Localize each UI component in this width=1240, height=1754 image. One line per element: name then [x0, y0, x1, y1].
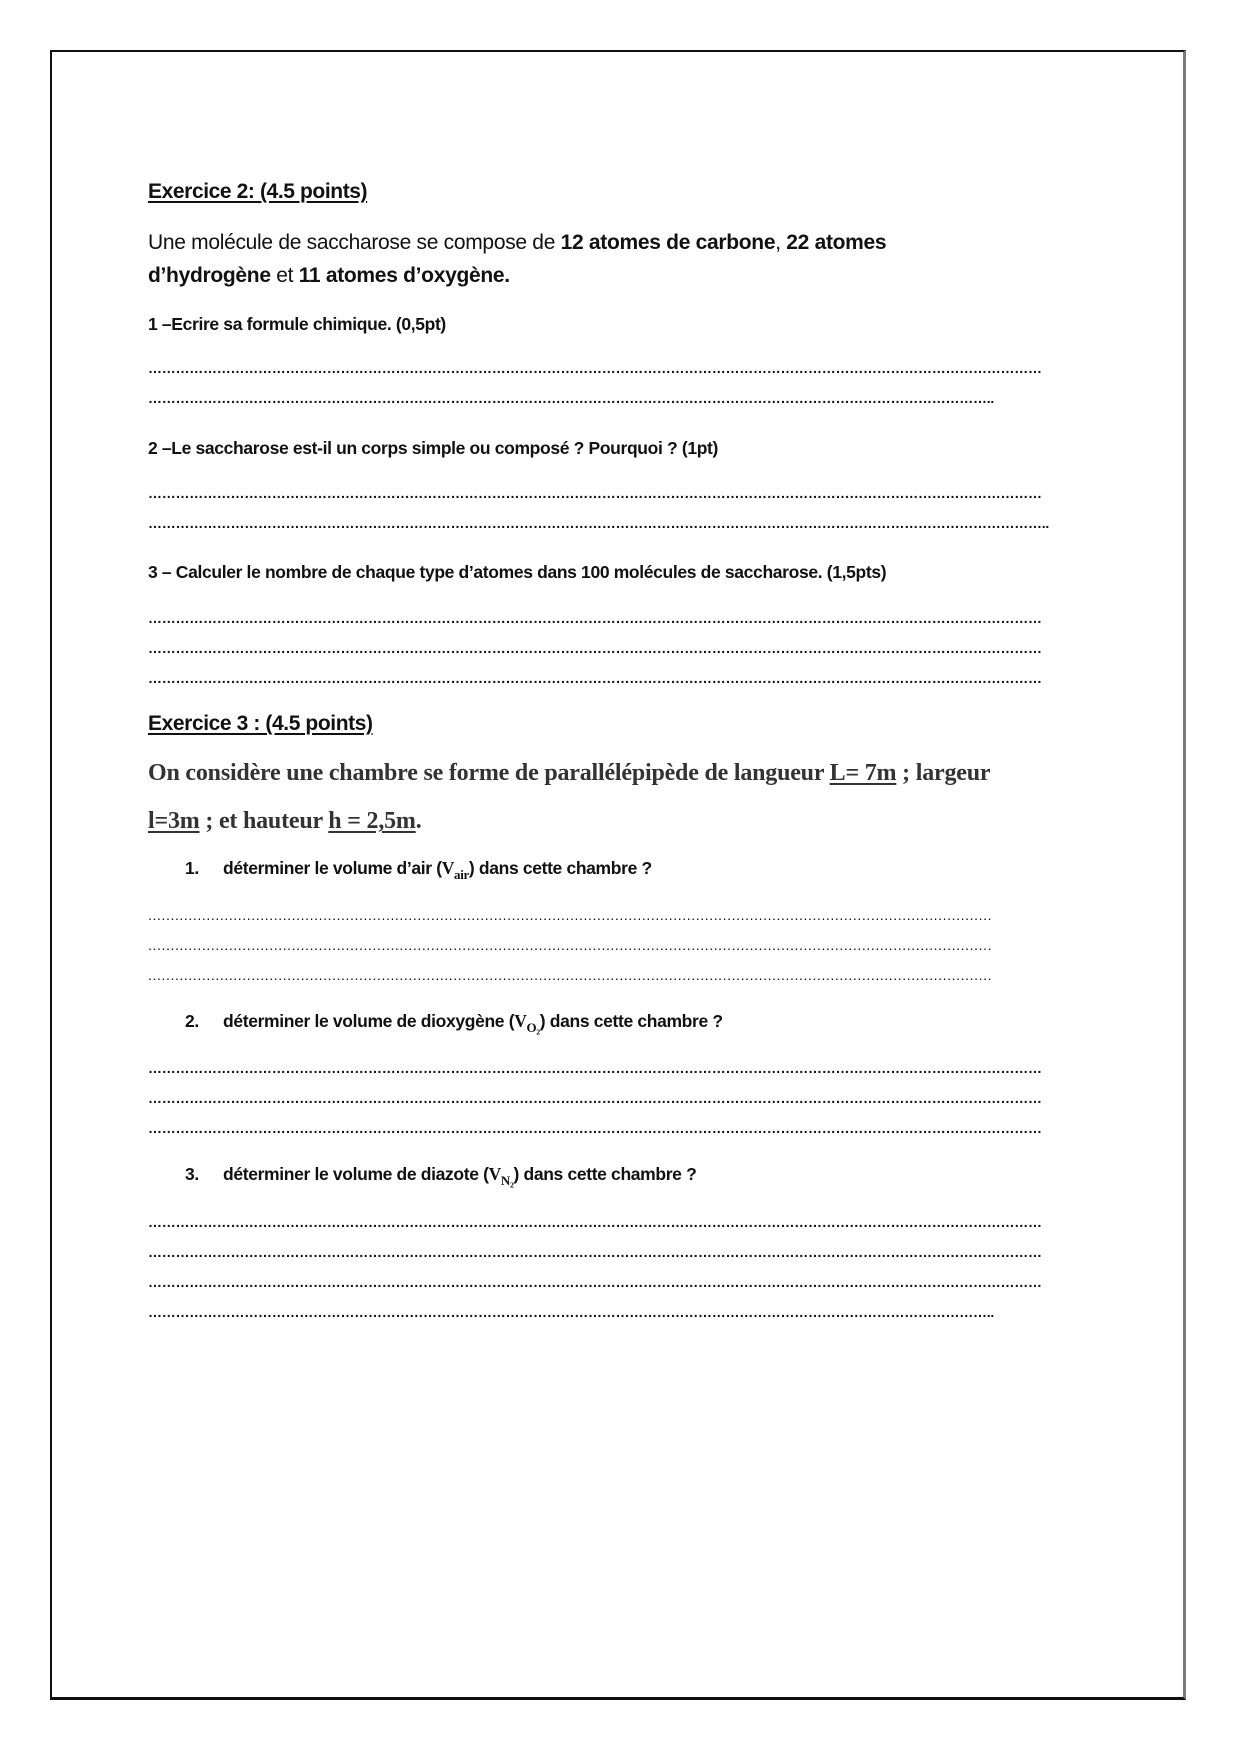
intro-carbon: 12 atomes de carbone	[560, 231, 776, 254]
math-variable	[514, 1011, 540, 1035]
intro-and: et	[270, 264, 299, 287]
exercise-2-question-2: 2 –Le saccharose est-il un corps simple ou composé ? Pourquoi ? (1pt)	[148, 438, 719, 458]
exercise-3-statement-line1	[148, 760, 990, 787]
question-text: ) dans cette chambre ?	[468, 858, 652, 878]
intro-text: Une molécule de saccharose se compose de	[148, 231, 561, 254]
question-text: déterminer le volume de diazote (	[223, 1164, 489, 1184]
exercise-2-intro-line1	[148, 231, 886, 255]
answer-line[interactable]: ……………………………………………………………………………………………………………………………………………………………………………	[148, 670, 1042, 686]
exercise-2-question-1: 1 –Ecrire sa formule chimique. (0,5pt)	[148, 314, 446, 334]
var-subscript: O₂	[526, 1020, 540, 1035]
exercise-2-title: Exercice 2: (4.5 points)	[148, 180, 368, 203]
question-number: 2.	[185, 1011, 199, 1031]
exercise-3-question-3	[185, 1164, 696, 1189]
answer-line[interactable]: ……………………………………………………………………………………………………………………………………………………………………………	[148, 1244, 1042, 1260]
question-text: ) dans cette chambre ?	[539, 1011, 723, 1031]
length-value: L= 7m	[829, 760, 897, 786]
question-text: déterminer le volume de dioxygène (	[223, 1011, 515, 1031]
answer-line[interactable]: ……………………………………………………………………………………………………………………………………………………………………………	[148, 1090, 1042, 1106]
var-symbol: V	[441, 858, 455, 878]
question-text: déterminer le volume d’air (	[223, 858, 442, 878]
question-number: 1.	[185, 858, 199, 878]
statement-text: ; et hauteur	[199, 808, 329, 834]
answer-line[interactable]: ……………………………………………………………………………………………………………………………………………………………………………	[148, 1274, 1042, 1290]
answer-line[interactable]: ……………………………………………………………………………………………………………………………………………………………………………	[148, 1214, 1042, 1230]
var-symbol: V	[514, 1011, 527, 1031]
answer-line[interactable]: …………………………………………………………………………………………………………………………………………………………………..	[148, 390, 995, 406]
var-subscript: air	[454, 867, 469, 882]
question-text: ) dans cette chambre ?	[513, 1164, 697, 1184]
statement-text: ; largeur	[896, 760, 991, 786]
answer-line[interactable]: ……………………………………………………………………………………………………………………………………………………………………………	[148, 1120, 1042, 1136]
question-number: 3.	[185, 1164, 199, 1184]
answer-line[interactable]: ……………………………………………………………………………………………………………………………………………………………………………	[148, 1060, 1042, 1076]
exercise-3-title: Exercice 3 : (4.5 points)	[148, 712, 373, 735]
math-variable	[488, 1164, 514, 1188]
answer-line[interactable]: ............................................................................................................................................................................................	[148, 967, 993, 983]
answer-line[interactable]: ……………………………………………………………………………………………………………………………………………………………………………..	[148, 515, 1050, 531]
answer-line[interactable]: ……………………………………………………………………………………………………………………………………………………………………………	[148, 485, 1042, 501]
answer-line[interactable]: ……………………………………………………………………………………………………………………………………………………………………………	[148, 640, 1042, 656]
math-variable	[441, 858, 469, 882]
var-subscript: N₂	[500, 1173, 514, 1188]
intro-oxygen: 11 atomes d’oxygène.	[298, 264, 510, 287]
answer-line[interactable]: ……………………………………………………………………………………………………………………………………………………………………………	[148, 360, 1042, 376]
exercise-2-question-3: 3 – Calculer le nombre de chaque type d’atomes dans 100 molécules de saccharose. (1,5pts)	[148, 562, 887, 582]
exercise-3-question-1	[185, 858, 652, 883]
answer-line[interactable]: ……………………………………………………………………………………………………………………………………………………………………………	[148, 610, 1042, 626]
answer-line[interactable]: ............................................................................................................................................................................................	[148, 937, 993, 953]
intro-comma: ,	[775, 231, 787, 254]
answer-line[interactable]: …………………………………………………………………………………………………………………………………………………………………..	[148, 1304, 995, 1320]
intro-hydrogen: d’hydrogène	[148, 264, 271, 287]
intro-hydrogen-count: 22 atomes	[786, 231, 887, 254]
exercise-2-intro-line2	[148, 264, 510, 288]
exercise-3-question-2	[185, 1011, 723, 1036]
height-value: h = 2,5m	[328, 808, 416, 834]
statement-text: .	[415, 808, 422, 834]
width-value: l=3m	[148, 808, 200, 834]
answer-line[interactable]: ............................................................................................................................................................................................	[148, 907, 993, 923]
var-symbol: V	[488, 1164, 501, 1184]
statement-text: On considère une chambre se forme de parallélépipède de langueur	[148, 760, 830, 786]
exercise-3-statement-line2	[148, 808, 422, 835]
